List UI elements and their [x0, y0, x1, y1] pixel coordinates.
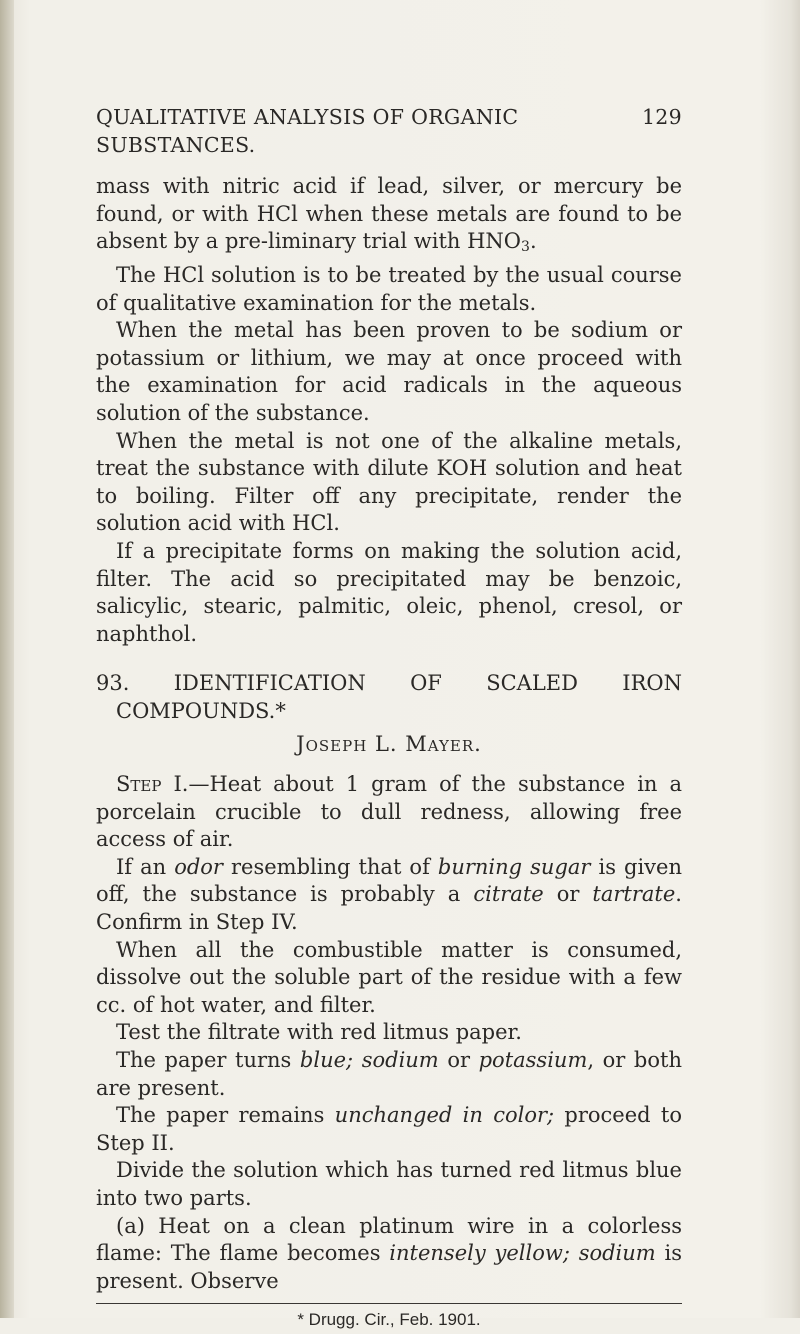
paragraph-test: Test the filtrate with red litmus paper.: [116, 1020, 522, 1045]
step-one: Step I.—Heat about 1 gram of the substance in a porcelain crucible to dull redness, allowing free access of air.: [96, 772, 682, 852]
paragraph-sodium: When the metal has been proven to be sodium or potassium or lithium, we may at once proceed with the examination for acid radicals in the aqueous solution of the substance.: [96, 318, 682, 425]
footnote-rule: [96, 1303, 682, 1304]
footnote: * Drugg. Cir., Feb. 1901.: [297, 1310, 481, 1330]
page-number: 129: [641, 105, 682, 129]
paragraph-unchanged: The paper remains unchanged in color; proceed to Step II.: [96, 1103, 682, 1155]
book-gutter: [0, 0, 14, 1318]
running-title: QUALITATIVE ANALYSIS OF ORGANIC SUBSTANCES.: [96, 105, 519, 157]
paragraph-odor: If an odor resembling that of burning sugar is given off, the substance is probably a citrate or tartrate. Confirm in Step IV.: [96, 854, 682, 935]
paragraph-hcl: The HCl solution is to be treated by the usual course of qualitative examination for the metals.: [96, 262, 682, 315]
paragraph-combustible: When all the combustible matter is consumed, dissolve out the soluble part of the residue with a few cc. of hot water, and filter.: [96, 937, 682, 1017]
author: Joseph L. Mayer.: [296, 732, 482, 757]
paragraph-a: (a) Heat on a clean platinum wire in a colorless flame: The flame becomes intensely yellow; sodium is present. Observe: [96, 1213, 682, 1293]
paragraph-divide: Divide the solution which has turned red litmus blue into two parts.: [96, 1158, 682, 1210]
paragraph-blue: The paper turns blue; sodium or potassium, or both are present.: [96, 1048, 682, 1100]
paragraph-alkaline: When the metal is not one of the alkaline metals, treat the substance with dilute KOH solution and heat to boiling. Filter off any precipitate, render the solution acid with HCl.: [96, 428, 682, 536]
paragraph-precipitate: If a precipitate forms on making the solution acid, filter. The acid so precipitated may be benzoic, salicylic, stearic, palmitic, oleic, phenol, cresol, or naphthol.: [96, 538, 682, 646]
running-header: [96, 104, 682, 159]
page-content: [96, 104, 682, 1334]
section-heading: 93. IDENTIFICATION OF SCALED IRON COMPOUNDS.*: [96, 671, 682, 723]
paragraph-mass: mass with nitric acid if lead, silver, or mercury be found, or with HCl when these metals are found to be absent by a pre-liminary trial with $HNO_3$.: [96, 174, 682, 256]
